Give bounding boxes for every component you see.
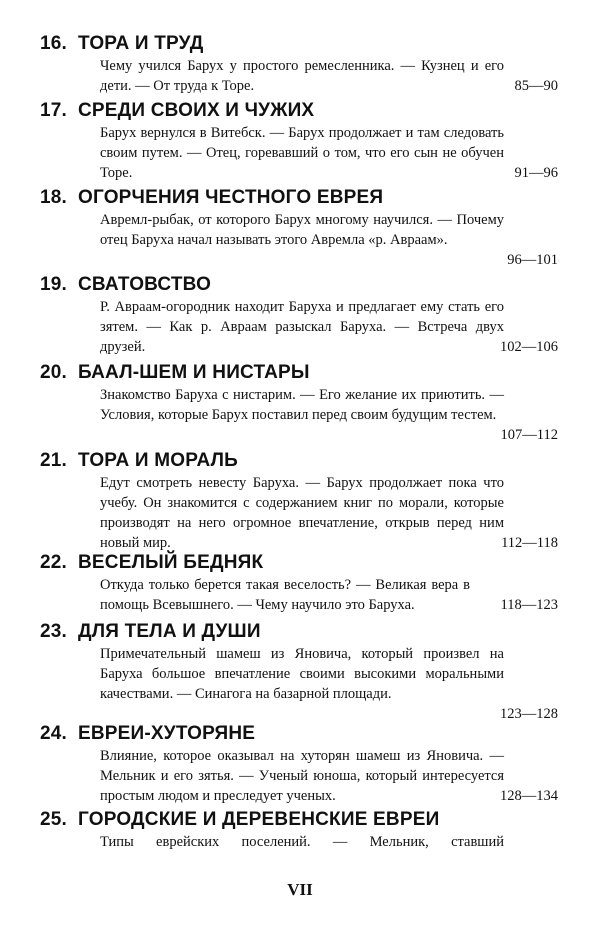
page-range: 85—90 xyxy=(514,78,558,94)
chapter-heading xyxy=(40,361,310,385)
chapter-number: 18. xyxy=(40,187,68,208)
chapter-title: ГОРОДСКИЕ И ДЕРЕВЕНСКИЕ ЕВРЕИ xyxy=(78,809,440,830)
chapter-title: БААЛ-ШЕМ И НИСТАРЫ xyxy=(78,362,310,383)
chapter-summary: Барух вернулся в Витебск. — Барух продолжает и там следовать своим путем. — Отец, горевавший о том, что его сын не обучен Торе. xyxy=(100,125,504,181)
chapter-title: СРЕДИ СВОИХ И ЧУЖИХ xyxy=(78,100,315,121)
chapter-number: 21. xyxy=(40,450,68,471)
page-number: VII xyxy=(287,880,313,899)
page-range: 118—123 xyxy=(500,597,558,613)
page-range: 112—118 xyxy=(501,535,558,551)
chapter-number: 17. xyxy=(40,100,68,121)
chapter-number: 19. xyxy=(40,274,68,295)
chapter-summary: Типы еврейских поселений. — Мельник, ставший xyxy=(100,834,504,850)
chapter-summary: Знакомство Баруха с нистарим. — Его желание их приютить. — Условия, которые Барух поставил перед своим будущим тестем. xyxy=(100,387,504,423)
chapter-number: 23. xyxy=(40,621,68,642)
page-range: 107—112 xyxy=(500,427,558,443)
page-range: 102—106 xyxy=(500,339,558,355)
chapter-title: ТОРА И ТРУД xyxy=(78,33,204,54)
chapter-title: ОГОРЧЕНИЯ ЧЕСТНОГО ЕВРЕЯ xyxy=(78,187,384,208)
page-range: 123—128 xyxy=(500,706,558,722)
chapter-heading xyxy=(40,99,314,123)
chapter-summary: Примечательный шамеш из Яновича, который произвел на Баруха большое впечатление своими высокими моральными качествами. — Синагога на базарной площади. xyxy=(100,646,504,702)
page-range: 96—101 xyxy=(507,252,558,268)
chapter-summary: Влияние, которое оказывал на хуторян шамеш из Яновича. — Мельник и его зятья. — Ученый юноша, который интересуется простым людом и преследует ученых. xyxy=(100,748,504,804)
page-range: 91—96 xyxy=(514,165,558,181)
chapter-title: СВАТОВСТВО xyxy=(78,274,212,295)
chapter-heading xyxy=(40,620,261,644)
chapter-summary: Откуда только берется такая веселость? — Великая вера в помощь Всевышнего. — Чему научило это Баруха. xyxy=(100,577,470,613)
chapter-heading xyxy=(40,808,439,832)
chapter-heading xyxy=(40,722,255,746)
chapter-title: ВЕСЕЛЫЙ БЕДНЯК xyxy=(78,552,264,573)
chapter-title: ТОРА И МОРАЛЬ xyxy=(78,450,238,471)
chapter-title: ДЛЯ ТЕЛА И ДУШИ xyxy=(78,621,261,642)
chapter-heading xyxy=(40,186,383,210)
chapter-number: 20. xyxy=(40,362,68,383)
chapter-summary: Чему учился Барух у простого ремесленника. — Кузнец и его дети. — От труда к Торе. xyxy=(100,58,504,94)
chapter-number: 25. xyxy=(40,809,68,830)
chapter-summary: Р. Авраам-огородник находит Баруха и предлагает ему стать его зятем. — Как р. Авраам разыскал Баруха. — Встреча двух друзей. xyxy=(100,299,504,355)
chapter-title: ЕВРЕИ-ХУТОРЯНЕ xyxy=(78,723,256,744)
chapter-summary: Едут смотреть невесту Баруха. — Барух продолжает пока что учебу. Он знакомится с содержанием книг по морали, которые производят на него огромное впечатление, открыв перед ним новый мир. xyxy=(100,475,504,551)
chapter-heading xyxy=(40,551,263,575)
chapter-number: 16. xyxy=(40,33,68,54)
chapter-summary: Авремл-рыбак, от которого Барух многому научился. — Почему отец Баруха начал называть этого Авремла «р. Авраам». xyxy=(100,212,504,248)
chapter-number: 22. xyxy=(40,552,68,573)
page-range: 128—134 xyxy=(500,788,558,804)
chapter-number: 24. xyxy=(40,723,68,744)
chapter-heading xyxy=(40,32,203,56)
chapter-heading xyxy=(40,449,238,473)
chapter-heading xyxy=(40,273,211,297)
